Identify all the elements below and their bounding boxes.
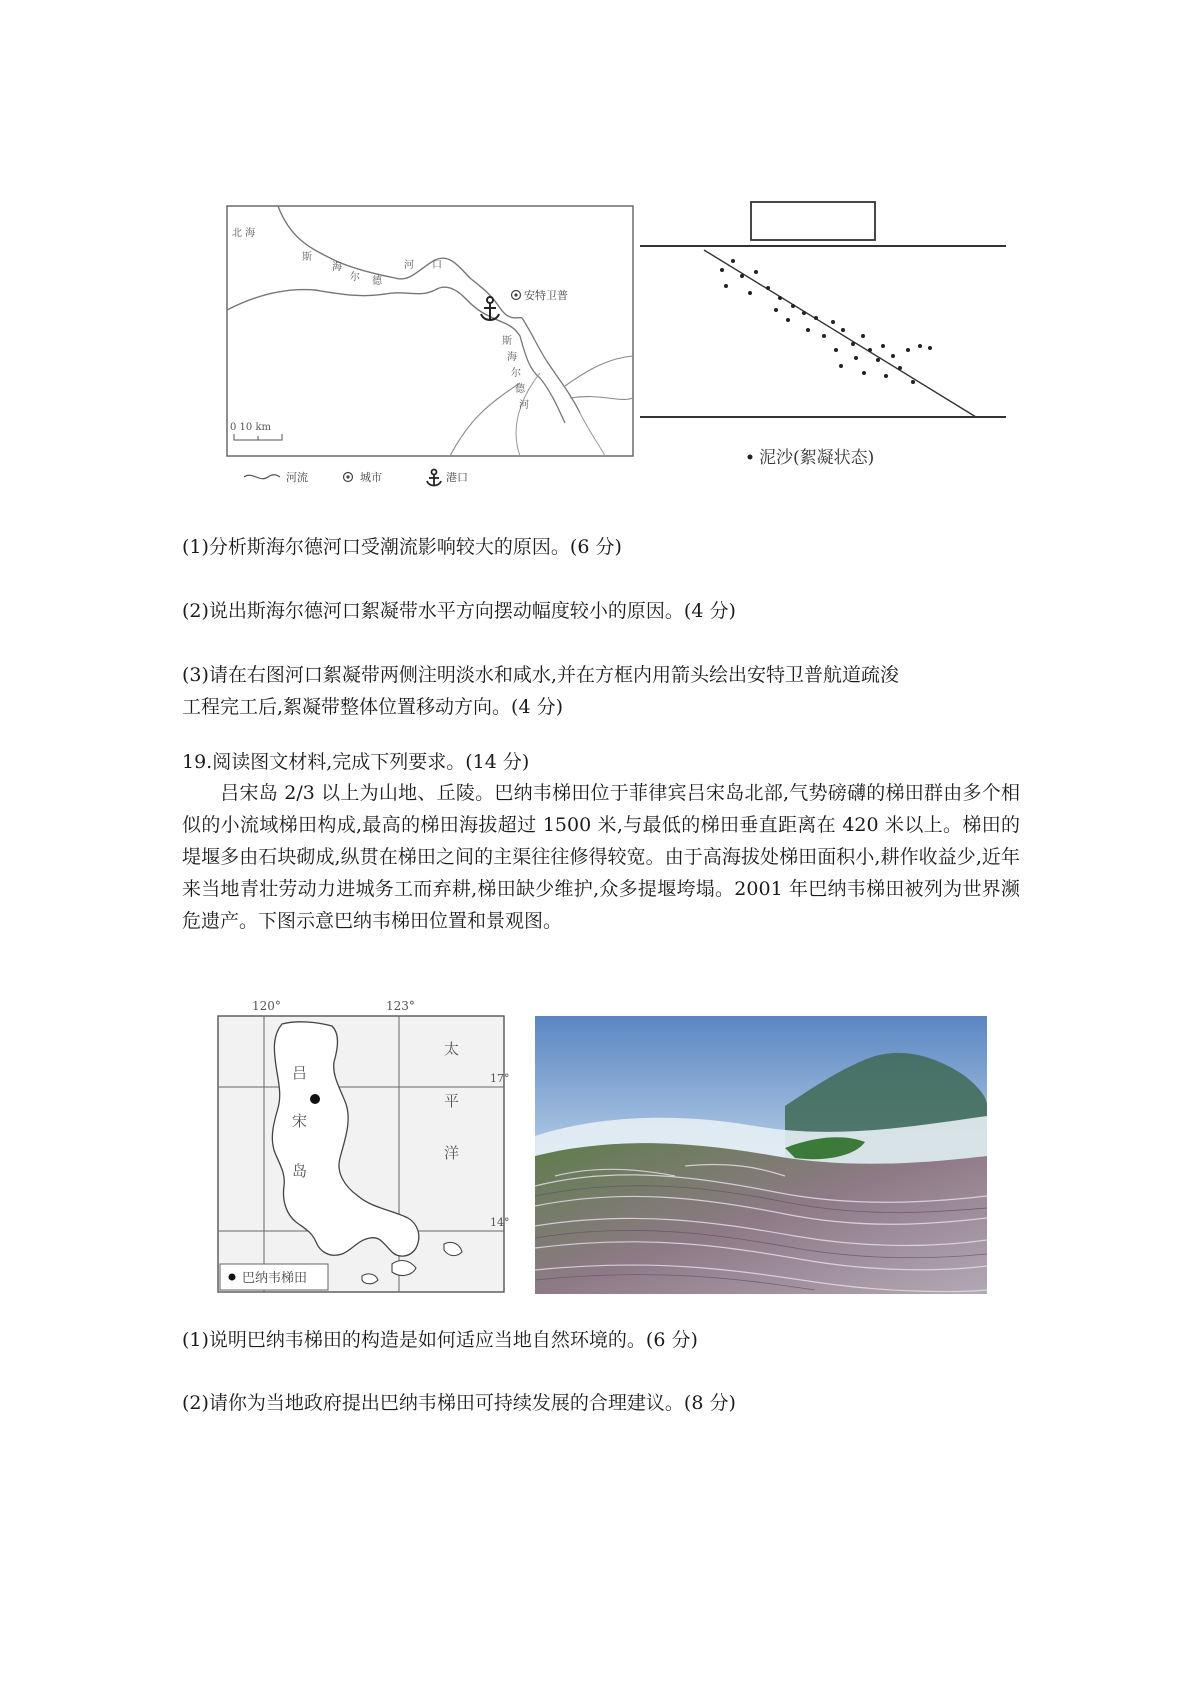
svg-text:0 10 km: 0 10 km [230, 422, 271, 433]
banaue-location-dot [310, 1094, 320, 1104]
city-label: 安特卫普 [524, 289, 568, 302]
ocean-char: 太 [444, 1040, 460, 1058]
q19-paragraph [182, 777, 1020, 937]
estuary-map [220, 198, 640, 488]
lat-14-label: 14° [490, 1216, 510, 1229]
river-char: 海 [507, 352, 517, 363]
lon-120-label: 120° [252, 999, 281, 1013]
sediment-dots [720, 259, 932, 384]
river-char: 河 [519, 400, 529, 411]
island-char: 吕 [292, 1064, 308, 1082]
estuary-char: 德 [372, 276, 382, 287]
estuary-char: 河 [404, 260, 414, 271]
q19-paragraph-text: 吕宋岛 2/3 以上为山地、丘陵。巴纳韦梯田位于菲律宾吕宋岛北部,气势磅礴的梯田群由多个相似的小流域梯田构成,最高的梯田海拔超过 1500 米,与最低的梯田垂直距离在 420 米以上。梯田的堤堰多由石块砌成,纵贯在梯田之间的主渠往往修得较宽。由于高海拔处梯田面积小,耕作收益少,近年来当地青壮劳动力进城务工而弃耕,梯田缺少维护,众多提堰垮塌。2001 年巴纳韦梯田被列为世界濒危遗产。下图示意巴纳韦梯田位置和景观图。 [182, 782, 1020, 932]
q18-sub3-line2: 工程完工后,絮凝带整体位置移动方向。(4 分) [182, 696, 563, 718]
ocean-char: 平 [444, 1092, 460, 1110]
q19-sub1: (1)说明巴纳韦梯田的构造是如何适应当地自然环境的。(6 分) [182, 1329, 698, 1351]
river-char: 斯 [502, 336, 512, 347]
island-char: 宋 [292, 1112, 308, 1130]
river-legend-icon [244, 475, 280, 479]
estuary-char: 海 [332, 262, 342, 273]
legend-banaue-label: 巴纳韦梯田 [242, 1271, 308, 1286]
map-legend [244, 470, 468, 486]
flocculation-section [638, 198, 1038, 478]
estuary-char: 口 [432, 260, 442, 271]
sediment-legend-label: 泥沙(絮凝状态) [759, 448, 875, 468]
q18-sub2: (2)说出斯海尔德河口絮凝带水平方向摆动幅度较小的原因。(4 分) [182, 600, 736, 622]
river-char: 尔 [511, 368, 521, 379]
estuary-char: 斯 [302, 252, 312, 263]
terrace-landscape-photo [535, 1016, 987, 1294]
sediment-legend-dot [748, 455, 753, 460]
q18-sub1: (1)分析斯海尔德河口受潮流影响较大的原因。(6 分) [182, 536, 622, 558]
q19-sub2: (2)请你为当地政府提出巴纳韦梯田可持续发展的合理建议。(8 分) [182, 1392, 736, 1414]
anchor-legend-icon [427, 470, 441, 486]
q18-sub3-line1: (3)请在右图河口絮凝带两侧注明淡水和咸水,并在方框内用箭头绘出安特卫普航道疏浚 [182, 664, 899, 686]
river-char: 德 [515, 384, 525, 395]
q19-title: 19.阅读图文材料,完成下列要求。(14 分) [182, 751, 530, 773]
lat-17-label: 17° [490, 1072, 510, 1085]
lon-123-label: 123° [386, 999, 415, 1013]
north-sea-label: 北 海 [232, 228, 256, 239]
island-char: 岛 [292, 1162, 308, 1180]
legend-city-label: 城市 [360, 471, 382, 484]
ocean-char: 洋 [444, 1144, 460, 1162]
legend-port-label: 港口 [446, 471, 468, 484]
answer-box [751, 202, 875, 240]
legend-dot-icon [229, 1274, 236, 1281]
legend-river-label: 河流 [286, 471, 308, 484]
estuary-char: 尔 [350, 272, 360, 283]
luzon-map [212, 996, 512, 1298]
